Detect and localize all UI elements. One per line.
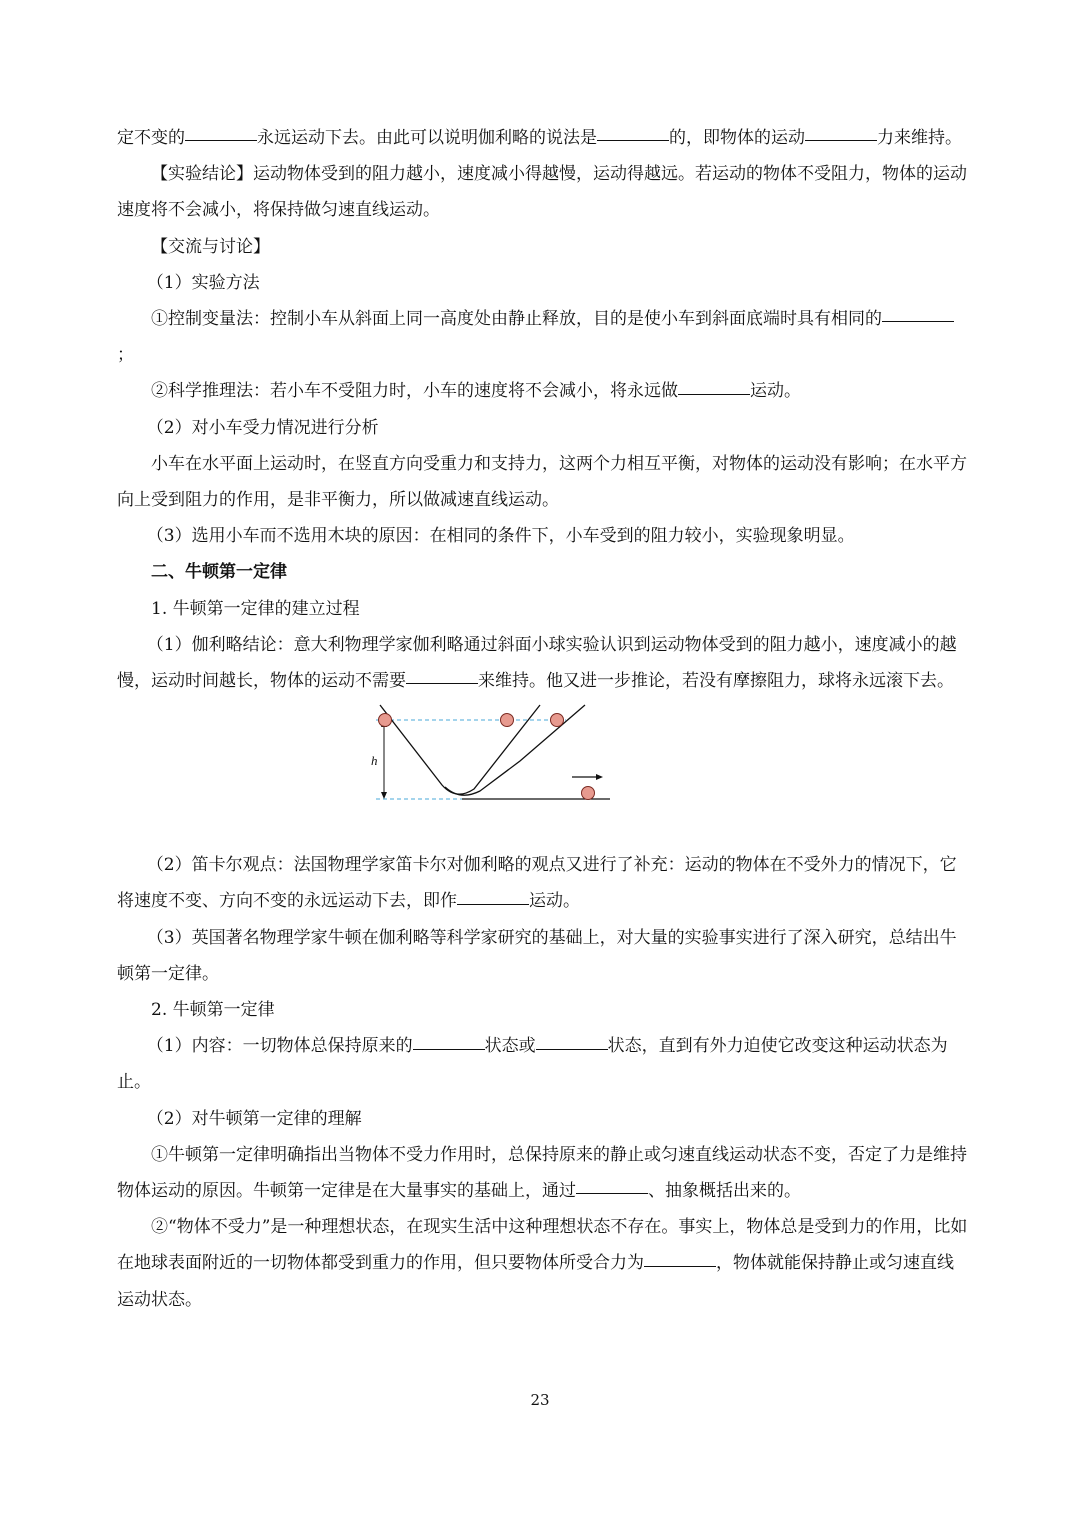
paragraph: ①控制变量法：控制小车从斜面上同一高度处由静止释放，目的是使小车到斜面底端时具有相同的； xyxy=(117,301,969,373)
paragraph: 定不变的 永远运动下去。由此可以说明伽利略的说法是 的，即物体的运动 力来维持。 xyxy=(117,128,962,148)
ball-ramp-3 xyxy=(551,714,564,727)
ball-rolling xyxy=(582,787,595,800)
subsection-label: （2）对牛顿第一定律的理解 xyxy=(146,1108,362,1129)
fill-blank xyxy=(597,139,669,141)
subsection-label: 1. 牛顿第一定律的建立过程 xyxy=(151,598,360,619)
fill-blank xyxy=(536,1048,608,1050)
fill-blank xyxy=(644,1265,716,1267)
ramp-curve-middle xyxy=(445,705,585,795)
paragraph: ②“物体不受力”是一种理想状态，在现实生活中这种理想状态不存在。事实上，物体总是受到力的作用，比如在地球表面附近的一切物体都受到重力的作用，但只要物体所受合力为 ，物体就能保持静止或匀速直线运动状态。 xyxy=(117,1217,968,1310)
paragraph-conclusion: 【实验结论】运动物体受到的阻力越小，速度减小得越慢，运动得越远。若运动的物体不受阻力，物体的运动速度将不会减小，将保持做匀速直线运动。 xyxy=(117,164,967,221)
paragraph: （1）内容：一切物体总保持原来的 状态或 状态，直到有外力迫使它改变这种运动状态为止。 xyxy=(117,1036,948,1093)
fill-blank xyxy=(406,682,478,684)
paragraph: ②科学推理法：若小车不受阻力时，小车的速度将不会减小，将永远做 运动。 xyxy=(151,381,801,402)
subsection-label: 2. 牛顿第一定律 xyxy=(151,1000,275,1021)
fill-blank xyxy=(457,903,529,905)
subsection-label: （2）对小车受力情况进行分析 xyxy=(146,417,379,438)
fill-blank xyxy=(805,139,877,141)
fill-blank xyxy=(678,393,750,395)
page-number: 23 xyxy=(530,1391,550,1409)
subsection-label: （1）实验方法 xyxy=(146,272,260,293)
paragraph: ①牛顿第一定律明确指出当物体不受力作用时，总保持原来的静止或匀速直线运动状态不变，否定了力是维持物体运动的原因。牛顿第一定律是在大量事实的基础上，通过 、抽象概括出来的。 xyxy=(117,1144,967,1202)
galileo-ramp-figure xyxy=(117,699,969,847)
ball-start xyxy=(379,714,392,727)
text-body xyxy=(117,120,969,1318)
section-heading: 二、牛顿第一定律 xyxy=(151,562,287,583)
ball-ramp-2 xyxy=(501,714,514,727)
ramp-diagram xyxy=(370,701,646,811)
fill-blank xyxy=(576,1192,648,1194)
paragraph: （3）选用小车而不选用木块的原因：在相同的条件下，小车受到的阻力较小，实验现象明显。 xyxy=(146,526,855,547)
ramp-curve-outer xyxy=(380,705,540,794)
paragraph: （1）伽利略结论：意大利物理学家伽利略通过斜面小球实验认识到运动物体受到的阻力越小，速度减小的越慢，运动时间越长，物体的运动不需要 来维持。他又进一步推论，若没有摩擦阻力，球将永远滚下去。 xyxy=(117,634,957,692)
paragraph: 小车在水平面上运动时，在竖直方向受重力和支持力，这两个力相互平衡，对物体的运动没有影响；在水平方向上受到阻力的作用，是非平衡力，所以做减速直线运动。 xyxy=(117,453,967,511)
paragraph: （2）笛卡尔观点：法国物理学家笛卡尔对伽利略的观点又进行了补充：运动的物体在不受外力的情况下，它将速度不变、方向不变的永远运动下去，即作 运动。 xyxy=(117,855,957,912)
paragraph: （3）英国著名物理学家牛顿在伽利略等科学家研究的基础上，对大量的实验事实进行了深入研究，总结出牛顿第一定律。 xyxy=(117,927,957,984)
fill-blank xyxy=(882,320,954,322)
section-label: 【交流与讨论】 xyxy=(151,236,270,257)
height-label: h xyxy=(371,753,378,769)
fill-blank xyxy=(185,139,257,141)
fill-blank xyxy=(413,1048,485,1050)
